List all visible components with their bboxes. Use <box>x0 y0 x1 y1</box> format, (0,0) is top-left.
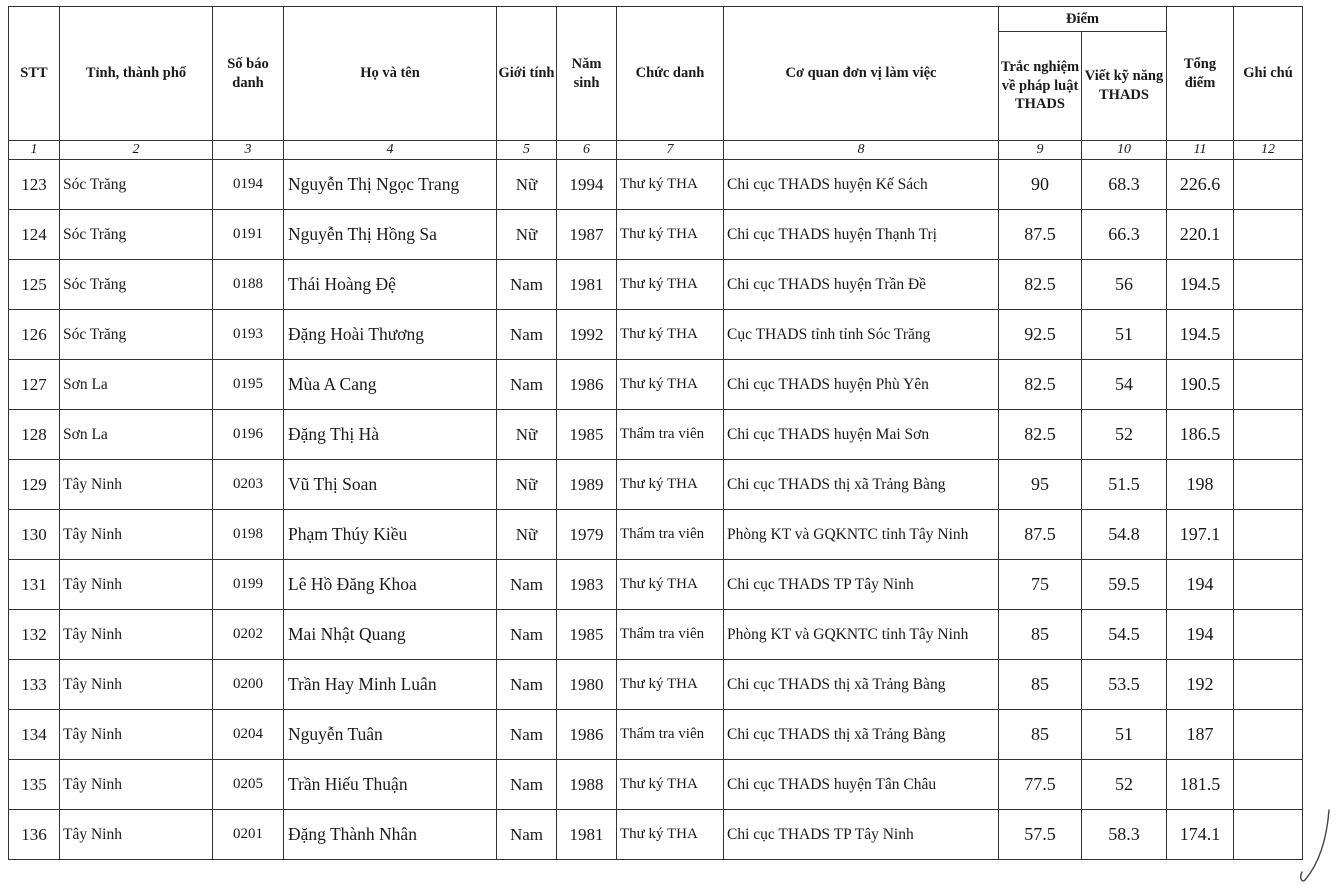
cell-score-test: 95 <box>999 460 1082 510</box>
cell-birth-year: 1981 <box>557 260 617 310</box>
cell-stt: 127 <box>9 360 60 410</box>
cell-position: Thẩm tra viên <box>617 510 724 560</box>
cell-province: Tây Ninh <box>60 460 213 510</box>
column-number: 3 <box>213 141 284 160</box>
column-number: 9 <box>999 141 1082 160</box>
cell-stt: 133 <box>9 660 60 710</box>
cell-total: 181.5 <box>1167 760 1234 810</box>
cell-gender: Nữ <box>497 160 557 210</box>
cell-agency: Chi cục THADS huyện Tân Châu <box>724 760 999 810</box>
cell-agency: Chi cục THADS thị xã Trảng Bàng <box>724 660 999 710</box>
cell-code: 0198 <box>213 510 284 560</box>
cell-position: Thẩm tra viên <box>617 410 724 460</box>
cell-gender: Nam <box>497 760 557 810</box>
table-row <box>9 160 1303 210</box>
table-row <box>9 560 1303 610</box>
cell-score-written: 51 <box>1082 710 1167 760</box>
cell-note <box>1234 510 1303 560</box>
cell-name: Đặng Hoài Thương <box>284 310 497 360</box>
cell-score-written: 54.8 <box>1082 510 1167 560</box>
cell-name: Đặng Thị Hà <box>284 410 497 460</box>
table-row <box>9 760 1303 810</box>
header-province: Tỉnh, thành phố <box>60 7 213 141</box>
header-stt: STT <box>9 7 60 141</box>
table-row <box>9 610 1303 660</box>
cell-name: Nguyễn Thị Hồng Sa <box>284 210 497 260</box>
cell-gender: Nam <box>497 260 557 310</box>
cell-score-test: 92.5 <box>999 310 1082 360</box>
cell-gender: Nữ <box>497 510 557 560</box>
header-total: Tổng điểm <box>1167 7 1234 141</box>
cell-code: 0205 <box>213 760 284 810</box>
column-number: 10 <box>1082 141 1167 160</box>
column-number: 11 <box>1167 141 1234 160</box>
cell-name: Mùa A Cang <box>284 360 497 410</box>
cell-province: Tây Ninh <box>60 560 213 610</box>
cell-gender: Nam <box>497 560 557 610</box>
cell-name: Trần Hay Minh Luân <box>284 660 497 710</box>
cell-province: Tây Ninh <box>60 610 213 660</box>
header-score-written: Viết kỹ năng THADS <box>1082 32 1167 141</box>
cell-agency: Chi cục THADS thị xã Trảng Bàng <box>724 460 999 510</box>
cell-name: Thái Hoàng Đệ <box>284 260 497 310</box>
cell-score-test: 85 <box>999 660 1082 710</box>
table-row <box>9 710 1303 760</box>
cell-score-test: 87.5 <box>999 510 1082 560</box>
cell-total: 194.5 <box>1167 260 1234 310</box>
cell-position: Thư ký THA <box>617 810 724 860</box>
cell-code: 0202 <box>213 610 284 660</box>
cell-code: 0188 <box>213 260 284 310</box>
cell-score-written: 51.5 <box>1082 460 1167 510</box>
cell-birth-year: 1987 <box>557 210 617 260</box>
cell-birth-year: 1985 <box>557 410 617 460</box>
cell-birth-year: 1992 <box>557 310 617 360</box>
cell-note <box>1234 660 1303 710</box>
cell-province: Tây Ninh <box>60 760 213 810</box>
cell-total: 194 <box>1167 610 1234 660</box>
cell-stt: 123 <box>9 160 60 210</box>
cell-name: Đặng Thành Nhân <box>284 810 497 860</box>
cell-position: Thư ký THA <box>617 260 724 310</box>
cell-note <box>1234 610 1303 660</box>
cell-note <box>1234 310 1303 360</box>
cell-code: 0199 <box>213 560 284 610</box>
header-code: Số báo danh <box>213 7 284 141</box>
cell-total: 198 <box>1167 460 1234 510</box>
cell-agency: Chi cục THADS huyện Kế Sách <box>724 160 999 210</box>
cell-total: 220.1 <box>1167 210 1234 260</box>
cell-name: Nguyễn Thị Ngọc Trang <box>284 160 497 210</box>
cell-position: Thư ký THA <box>617 160 724 210</box>
cell-stt: 134 <box>9 710 60 760</box>
cell-total: 226.6 <box>1167 160 1234 210</box>
cell-total: 174.1 <box>1167 810 1234 860</box>
cell-code: 0201 <box>213 810 284 860</box>
header-note: Ghi chú <box>1234 7 1303 141</box>
cell-note <box>1234 260 1303 310</box>
cell-gender: Nữ <box>497 410 557 460</box>
cell-gender: Nữ <box>497 460 557 510</box>
cell-position: Thư ký THA <box>617 760 724 810</box>
cell-gender: Nữ <box>497 210 557 260</box>
column-number: 5 <box>497 141 557 160</box>
table-row <box>9 260 1303 310</box>
cell-gender: Nam <box>497 310 557 360</box>
cell-stt: 124 <box>9 210 60 260</box>
cell-agency: Chi cục THADS TP Tây Ninh <box>724 810 999 860</box>
cell-position: Thư ký THA <box>617 460 724 510</box>
cell-score-written: 51 <box>1082 310 1167 360</box>
cell-note <box>1234 760 1303 810</box>
cell-birth-year: 1986 <box>557 710 617 760</box>
cell-position: Thư ký THA <box>617 560 724 610</box>
cell-stt: 132 <box>9 610 60 660</box>
cell-birth-year: 1986 <box>557 360 617 410</box>
cell-province: Tây Ninh <box>60 510 213 560</box>
cell-total: 194 <box>1167 560 1234 610</box>
table-row <box>9 510 1303 560</box>
cell-score-written: 59.5 <box>1082 560 1167 610</box>
table-row <box>9 310 1303 360</box>
cell-score-test: 82.5 <box>999 360 1082 410</box>
cell-name: Nguyễn Tuân <box>284 710 497 760</box>
cell-note <box>1234 710 1303 760</box>
cell-note <box>1234 160 1303 210</box>
cell-agency: Chi cục THADS TP Tây Ninh <box>724 560 999 610</box>
table-row <box>9 660 1303 710</box>
cell-agency: Phòng KT và GQKNTC tỉnh Tây Ninh <box>724 510 999 560</box>
cell-stt: 129 <box>9 460 60 510</box>
cell-score-test: 75 <box>999 560 1082 610</box>
cell-note <box>1234 410 1303 460</box>
cell-code: 0203 <box>213 460 284 510</box>
column-number: 1 <box>9 141 60 160</box>
table-row <box>9 360 1303 410</box>
column-number: 2 <box>60 141 213 160</box>
column-number: 8 <box>724 141 999 160</box>
cell-province: Sóc Trăng <box>60 260 213 310</box>
cell-stt: 125 <box>9 260 60 310</box>
cell-province: Tây Ninh <box>60 710 213 760</box>
table-row <box>9 460 1303 510</box>
cell-stt: 131 <box>9 560 60 610</box>
cell-score-written: 52 <box>1082 760 1167 810</box>
cell-agency: Cục THADS tỉnh tỉnh Sóc Trăng <box>724 310 999 360</box>
cell-score-test: 87.5 <box>999 210 1082 260</box>
cell-position: Thư ký THA <box>617 660 724 710</box>
cell-score-test: 82.5 <box>999 410 1082 460</box>
cell-agency: Phòng KT và GQKNTC tỉnh Tây Ninh <box>724 610 999 660</box>
cell-total: 186.5 <box>1167 410 1234 460</box>
column-number: 6 <box>557 141 617 160</box>
cell-stt: 135 <box>9 760 60 810</box>
cell-note <box>1234 560 1303 610</box>
cell-agency: Chi cục THADS huyện Trần Đề <box>724 260 999 310</box>
pen-mark <box>1293 806 1333 886</box>
header-gender: Giới tính <box>497 7 557 141</box>
cell-code: 0195 <box>213 360 284 410</box>
cell-score-test: 57.5 <box>999 810 1082 860</box>
cell-birth-year: 1980 <box>557 660 617 710</box>
cell-code: 0193 <box>213 310 284 360</box>
cell-province: Sơn La <box>60 360 213 410</box>
cell-gender: Nam <box>497 660 557 710</box>
header-birth-year: Năm sinh <box>557 7 617 141</box>
cell-agency: Chi cục THADS huyện Mai Sơn <box>724 410 999 460</box>
table-row <box>9 210 1303 260</box>
cell-birth-year: 1981 <box>557 810 617 860</box>
cell-birth-year: 1985 <box>557 610 617 660</box>
cell-note <box>1234 210 1303 260</box>
cell-score-written: 68.3 <box>1082 160 1167 210</box>
cell-total: 190.5 <box>1167 360 1234 410</box>
cell-code: 0204 <box>213 710 284 760</box>
cell-name: Mai Nhật Quang <box>284 610 497 660</box>
cell-stt: 126 <box>9 310 60 360</box>
cell-code: 0200 <box>213 660 284 710</box>
cell-score-written: 66.3 <box>1082 210 1167 260</box>
cell-name: Trần Hiếu Thuận <box>284 760 497 810</box>
cell-birth-year: 1979 <box>557 510 617 560</box>
cell-score-test: 85 <box>999 610 1082 660</box>
cell-stt: 128 <box>9 410 60 460</box>
cell-total: 197.1 <box>1167 510 1234 560</box>
column-number: 4 <box>284 141 497 160</box>
cell-gender: Nam <box>497 360 557 410</box>
cell-position: Thư ký THA <box>617 310 724 360</box>
cell-province: Sơn La <box>60 410 213 460</box>
cell-name: Lê Hồ Đăng Khoa <box>284 560 497 610</box>
cell-province: Sóc Trăng <box>60 210 213 260</box>
cell-stt: 130 <box>9 510 60 560</box>
cell-position: Thư ký THA <box>617 210 724 260</box>
cell-score-written: 58.3 <box>1082 810 1167 860</box>
cell-score-written: 53.5 <box>1082 660 1167 710</box>
cell-agency: Chi cục THADS huyện Phù Yên <box>724 360 999 410</box>
table-row <box>9 410 1303 460</box>
cell-position: Thẩm tra viên <box>617 610 724 660</box>
header-name: Họ và tên <box>284 7 497 141</box>
cell-gender: Nam <box>497 710 557 760</box>
cell-agency: Chi cục THADS thị xã Trảng Bàng <box>724 710 999 760</box>
cell-agency: Chi cục THADS huyện Thạnh Trị <box>724 210 999 260</box>
header-score-test: Trắc nghiệm về pháp luật THADS <box>999 32 1082 141</box>
cell-code: 0191 <box>213 210 284 260</box>
cell-score-written: 54 <box>1082 360 1167 410</box>
cell-birth-year: 1988 <box>557 760 617 810</box>
cell-total: 192 <box>1167 660 1234 710</box>
table-row <box>9 810 1303 860</box>
cell-birth-year: 1989 <box>557 460 617 510</box>
results-table <box>8 6 1303 860</box>
cell-stt: 136 <box>9 810 60 860</box>
cell-code: 0196 <box>213 410 284 460</box>
cell-note <box>1234 360 1303 410</box>
cell-score-written: 54.5 <box>1082 610 1167 660</box>
cell-score-written: 52 <box>1082 410 1167 460</box>
cell-code: 0194 <box>213 160 284 210</box>
cell-gender: Nam <box>497 610 557 660</box>
cell-score-test: 82.5 <box>999 260 1082 310</box>
column-number: 7 <box>617 141 724 160</box>
column-number-row <box>9 141 1303 160</box>
cell-province: Sóc Trăng <box>60 310 213 360</box>
cell-birth-year: 1994 <box>557 160 617 210</box>
cell-name: Vũ Thị Soan <box>284 460 497 510</box>
cell-position: Thẩm tra viên <box>617 710 724 760</box>
header-score-group: Điểm <box>999 7 1167 32</box>
header-position: Chức danh <box>617 7 724 141</box>
cell-total: 194.5 <box>1167 310 1234 360</box>
cell-total: 187 <box>1167 710 1234 760</box>
cell-province: Tây Ninh <box>60 810 213 860</box>
cell-province: Sóc Trăng <box>60 160 213 210</box>
cell-note <box>1234 460 1303 510</box>
cell-province: Tây Ninh <box>60 660 213 710</box>
table-body <box>9 141 1303 860</box>
cell-position: Thư ký THA <box>617 360 724 410</box>
table-header <box>9 7 1303 141</box>
cell-score-test: 77.5 <box>999 760 1082 810</box>
cell-score-written: 56 <box>1082 260 1167 310</box>
column-number: 12 <box>1234 141 1303 160</box>
cell-score-test: 85 <box>999 710 1082 760</box>
cell-gender: Nam <box>497 810 557 860</box>
cell-birth-year: 1983 <box>557 560 617 610</box>
cell-score-test: 90 <box>999 160 1082 210</box>
cell-name: Phạm Thúy Kiều <box>284 510 497 560</box>
header-agency: Cơ quan đơn vị làm việc <box>724 7 999 141</box>
